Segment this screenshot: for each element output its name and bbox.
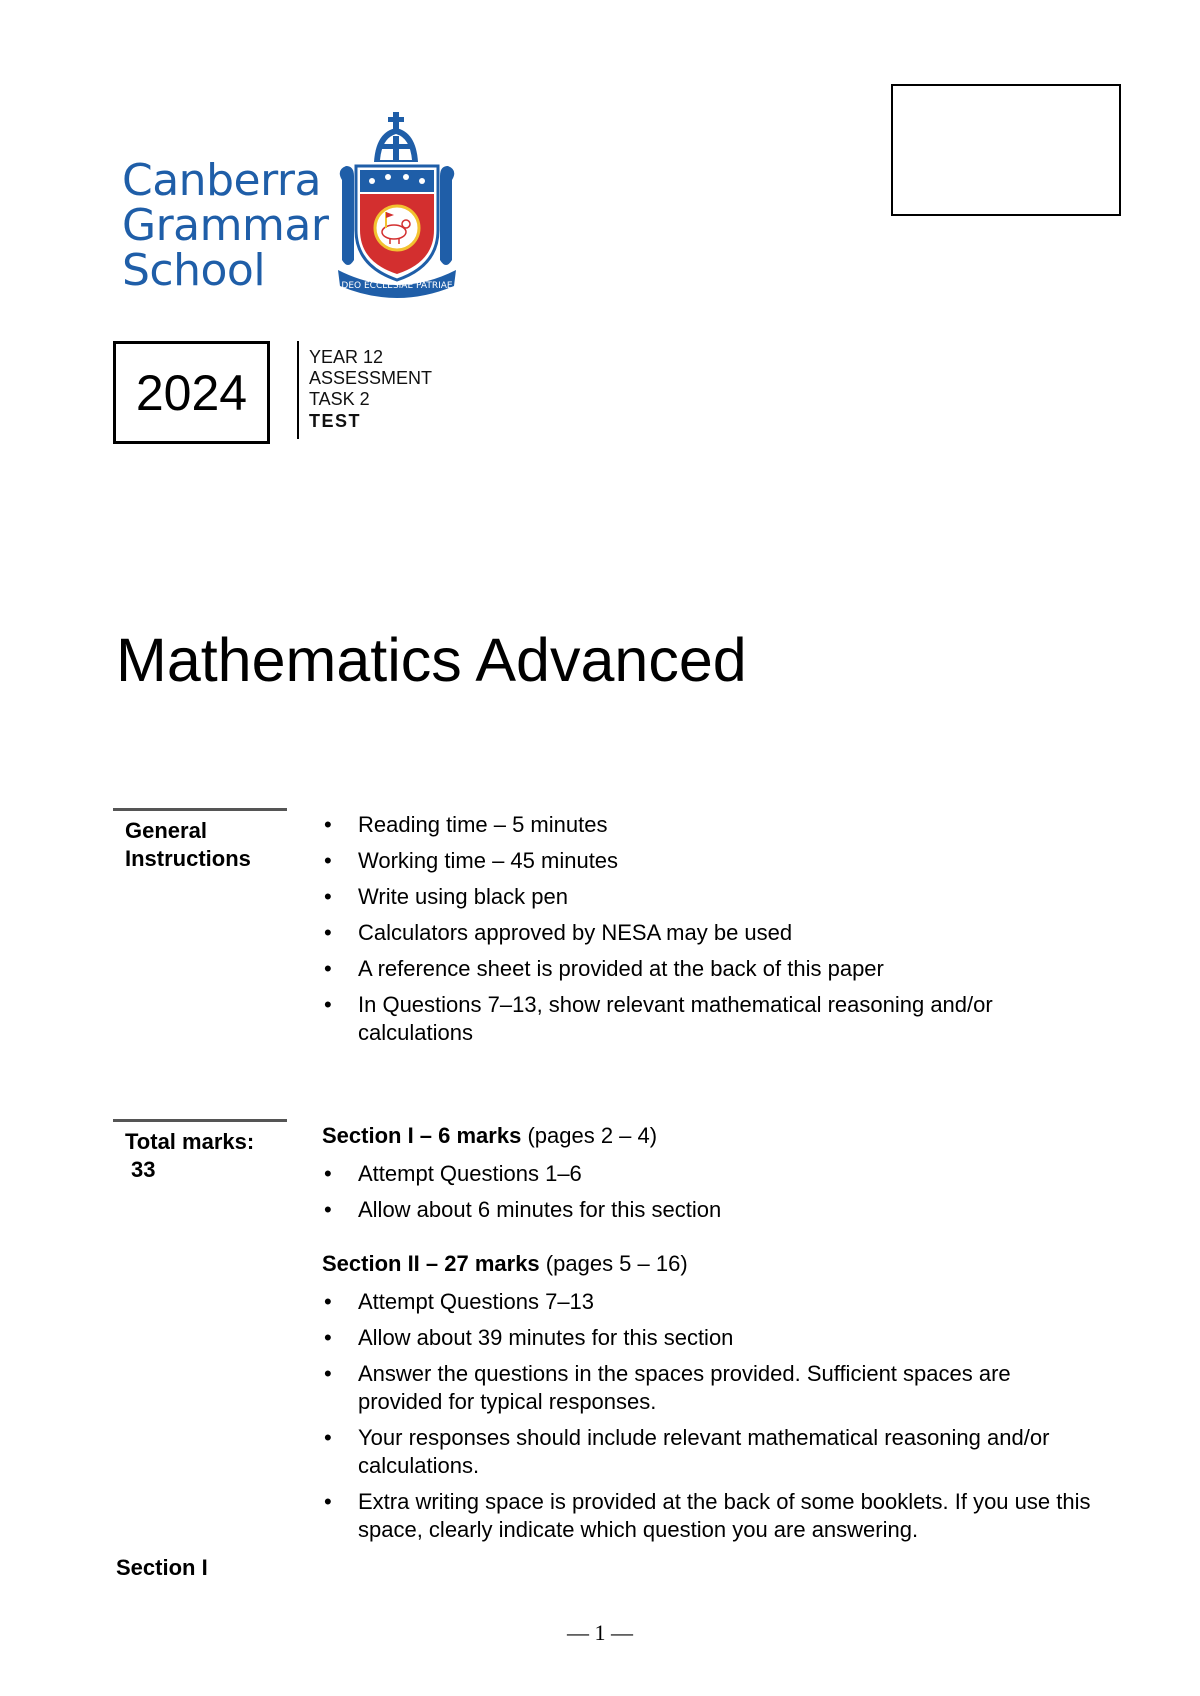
list-item: • Working time – 45 minutes bbox=[322, 847, 1098, 875]
task-line: ASSESSMENT bbox=[309, 368, 433, 388]
page-title: Mathematics Advanced bbox=[116, 626, 747, 694]
section-heading-bold: Section II – 27 marks bbox=[322, 1251, 540, 1276]
list-item: • Your responses should include relevant mathematical reasoning and/or calculations. bbox=[322, 1424, 1098, 1480]
task-type: TEST bbox=[309, 411, 362, 431]
list-item: • Allow about 6 minutes for this section bbox=[322, 1196, 1098, 1224]
logo-line: School bbox=[122, 245, 266, 296]
task-line: TASK 2 bbox=[309, 389, 370, 409]
section-2-list bbox=[322, 1288, 1098, 1544]
section-2-info bbox=[322, 1250, 1098, 1552]
section-heading-bold: Section I – 6 marks bbox=[322, 1123, 522, 1148]
section-heading-pages: (pages 2 – 4) bbox=[527, 1123, 658, 1148]
section-1-info bbox=[322, 1122, 1098, 1232]
section-footer-label: Section I bbox=[116, 1555, 208, 1580]
list-item: • Allow about 39 minutes for this section bbox=[322, 1324, 1098, 1352]
school-crest-icon bbox=[336, 110, 458, 300]
total-marks-label bbox=[113, 1119, 287, 1184]
section-heading-pages: (pages 5 – 16) bbox=[545, 1251, 688, 1276]
divider bbox=[297, 341, 299, 439]
list-item: • Reading time – 5 minutes bbox=[322, 811, 1098, 839]
school-logo-text bbox=[122, 155, 329, 296]
section-1-list bbox=[322, 1160, 1098, 1224]
list-item: • Calculators approved by NESA may be used bbox=[322, 919, 1098, 947]
year-label: 2024 bbox=[135, 364, 248, 421]
student-number-box[interactable] bbox=[891, 84, 1121, 216]
task-line: YEAR 12 bbox=[309, 347, 384, 367]
list-item: • A reference sheet is provided at the back of this paper bbox=[322, 955, 1098, 983]
general-instructions-list bbox=[322, 811, 1098, 1055]
logo-line: Grammar bbox=[122, 200, 329, 251]
motto-text: DEO ECCLESIAE PATRIAE bbox=[341, 281, 453, 291]
total-marks-value: 33 bbox=[131, 1157, 156, 1182]
list-item: • In Questions 7–13, show relevant mathematical reasoning and/or calculations bbox=[322, 991, 1098, 1047]
logo-line: Canberra bbox=[122, 155, 321, 206]
section-heading bbox=[322, 1250, 1098, 1278]
section-heading bbox=[322, 1122, 1098, 1150]
list-item: • Answer the questions in the spaces provided. Sufficient spaces are provided for typical responses. bbox=[322, 1360, 1098, 1416]
list-item: • Write using black pen bbox=[322, 883, 1098, 911]
page-number: — 1 — bbox=[567, 1620, 633, 1645]
list-item: • Extra writing space is provided at the back of some booklets. If you use this space, clearly indicate which question you are answering. bbox=[322, 1488, 1098, 1544]
list-item: • Attempt Questions 7–13 bbox=[322, 1288, 1098, 1316]
label-line: General bbox=[125, 818, 207, 843]
list-item: • Attempt Questions 1–6 bbox=[322, 1160, 1098, 1188]
general-instructions-label bbox=[113, 808, 287, 873]
total-marks-text: Total marks: bbox=[125, 1129, 255, 1154]
label-line: Instructions bbox=[125, 846, 251, 871]
year-box bbox=[113, 341, 270, 444]
task-info bbox=[309, 347, 432, 432]
